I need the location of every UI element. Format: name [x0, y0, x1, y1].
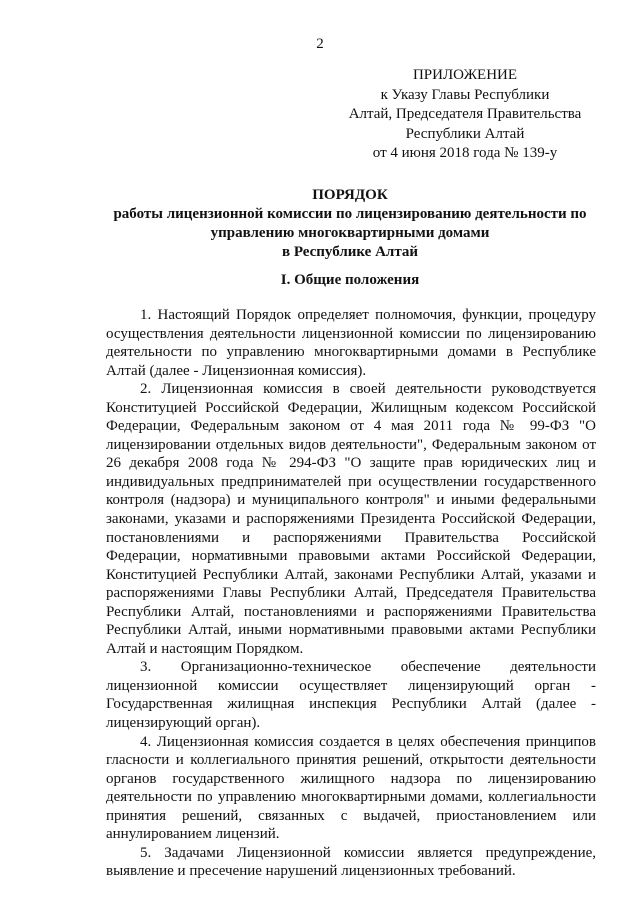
paragraph-1-line: 1. Настоящий Порядок определяет полномочия, функции, процедуру: [140, 307, 596, 323]
paragraph-4-line: принятия решений, связанных с выдачей, приостановлением или: [106, 807, 596, 824]
paragraph-3-line: лицензионной комиссии осуществляет лицензирующий орган -: [106, 677, 596, 694]
paragraph-4-line: аннулированием лицензий.: [106, 826, 280, 843]
paragraph-2-line: Федерации, нормативными правовыми актами Российской Федерации,: [106, 548, 596, 565]
paragraph-4-line: органов государственного жилищного надзора по лицензированию: [106, 770, 596, 787]
paragraph-2-line: Федерации, Федеральным законом от 4 мая 2011 года № 99-ФЗ "О: [106, 418, 596, 435]
appendix-date-line: от 4 июня 2018 года № 139-у: [372, 145, 558, 161]
paragraph-3-line: 3. Организационно-техническое обеспечение деятельности: [140, 659, 596, 676]
paragraph-4-line: 4. Лицензионная комиссия создается в целях обеспечения принципов: [140, 733, 596, 750]
appendix-line: Республики Алтай: [405, 125, 525, 142]
title-heading: ПОРЯДОК: [312, 187, 388, 203]
paragraph-3-line: лицензирующий орган).: [106, 715, 261, 732]
paragraph-2-line: индивидуальных предпринимателей при осуществлении государственного: [106, 473, 596, 490]
paragraph-1-line: деятельности по управлению многоквартирными домами в Республике: [106, 344, 596, 361]
paragraph-5-line: выявление и пресечение нарушений лицензионных требований.: [106, 863, 516, 880]
paragraph-2-line: 26 декабря 2008 года № 294-ФЗ "О защите прав юридических лиц и: [106, 455, 596, 472]
paragraph-2-line: Республики Алтай, иными нормативными правовыми актами Республики: [106, 622, 596, 639]
paragraph-5-line: 5. Задачами Лицензионной комиссии является предупреждение,: [140, 844, 596, 861]
paragraph-2-line: 2. Лицензионная комиссия в своей деятельности руководствуется: [140, 381, 596, 398]
document-title: [100, 186, 600, 262]
appendix-line: к Указу Главы Республики: [380, 86, 550, 103]
title-line: управлению многоквартирными домами: [210, 225, 490, 241]
paragraph-2-line: Республики Алтай, постановлениями и распоряжениями Правительства: [106, 603, 596, 620]
title-line: в Республике Алтай: [281, 244, 419, 260]
paragraph-1-line: Алтай (далее - Лицензионная комиссия).: [106, 362, 367, 379]
section-heading: I. Общие положения: [280, 272, 420, 288]
paragraph-2-line: лицензировании отдельных видов деятельности", Федеральным законом от: [106, 436, 596, 453]
paragraph-2-line: контроля (надзора) и муниципального контроля" и иными федеральными: [106, 492, 596, 509]
appendix-line: Алтай, Председателя Правительства: [348, 106, 582, 122]
paragraph-2-line: распоряжениями Главы Республики Алтай, Председателя Правительства: [106, 585, 596, 602]
body-text: [106, 306, 596, 881]
paragraph-2-line: законами, указами и распоряжениями Президента Российской Федерации,: [106, 511, 596, 528]
appendix-title: ПРИЛОЖЕНИЕ: [412, 67, 518, 83]
title-line: работы лицензионной комиссии по лицензированию деятельности по: [113, 206, 587, 222]
paragraph-2-line: Конституцией Республики Алтай, законами Республики Алтай, указами и: [106, 566, 596, 583]
paragraph-4-line: деятельности по управлению многоквартирными домами, коллегиальности: [106, 789, 596, 806]
paragraph-3-line: Государственная жилищная инспекция Республики Алтай (далее -: [106, 696, 596, 713]
paragraph-4-line: гласности и коллегиального принятия решений, открытости деятельности: [106, 752, 596, 769]
appendix-block: [340, 66, 590, 164]
paragraph-2-line: Конституцией Российской Федерации, Жилищным кодексом Российской: [106, 399, 596, 416]
paragraph-1-line: осуществления деятельности лицензионной комиссии по лицензированию: [106, 325, 596, 342]
page-number: 2: [316, 36, 324, 52]
paragraph-2-line: постановлениями и распоряжениями Правительства Российской: [106, 529, 596, 546]
paragraph-2-line: Алтай и настоящим Порядком.: [106, 640, 304, 657]
